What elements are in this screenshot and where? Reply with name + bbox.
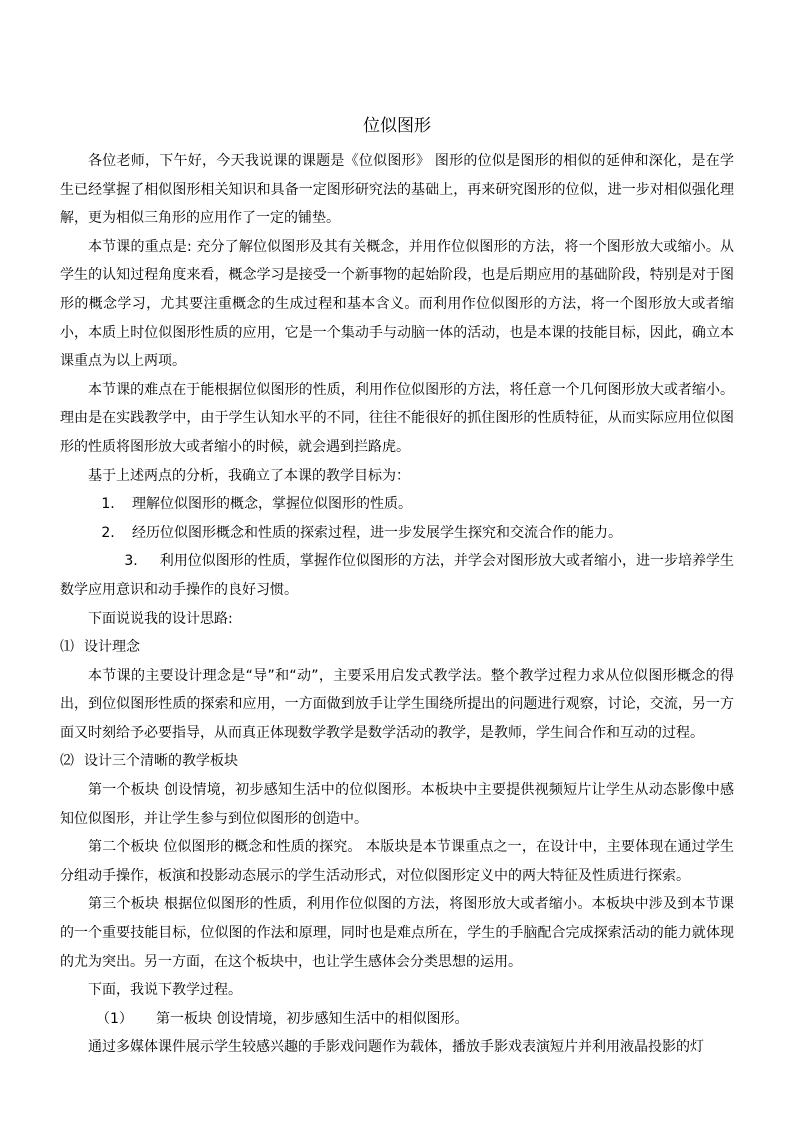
goal-number: 1.	[101, 496, 115, 513]
goal-number: 3.	[124, 553, 138, 570]
goal-text: 理解位似图形的概念，掌握位似图形的性质。	[132, 496, 412, 513]
process-marker: （1）	[96, 1010, 133, 1027]
goal-item	[60, 519, 734, 548]
section-title: 设计三个清晰的教学板块	[84, 753, 238, 770]
paragraph-intro: 各位老师，下午好，今天我说课的课题是《位似图形》 图形的位似是图形的相似的延伸和深化，是在学生已经掌握了相似图形相关知识和具备一定图形研究法的基础上，再来研究图形的位似，进一步对相似强化理解，更为相似三角形的应用作了一定的铺垫。	[60, 153, 734, 227]
paragraph-difficulties: 本节课的难点在于能根据位似图形的性质，利用作位似图形的方法，将任意一个几何图形放大或者缩小。理由是在实践教学中，由于学生认知水平的不同，往往不能很好的抓住图形的性质特征，从而实际应用位似图形的性质将图形放大或者缩小的时候，就会遇到拦路虎。	[60, 381, 734, 455]
goal-item	[60, 547, 734, 604]
paragraph-design-concept: 本节课的主要设计理念是“导”和“动”，主要采用启发式教学法。整个教学过程力求从位似图形概念的得出，到位似图形性质的探索和应用，一方面做到放手让学生围绕所提出的问题进行观察，讨论，交流，另一方面又时刻给予必要指导，从而真正体现数学教学是数学活动的教学，是教师，学生间合作和互动的过程。	[60, 667, 734, 741]
process-text: 第一板块 创设情境，初步感知生活中的相似图形。	[156, 1010, 469, 1027]
paragraph-design-intro: 下面说说我的设计思路:	[88, 610, 233, 627]
document-body	[60, 147, 734, 1062]
paragraph-process-intro: 下面，我说下教学过程。	[88, 982, 242, 999]
goal-text: 利用位似图形的性质，掌握作位似图形的方法，并学会对图形放大或者缩小，进一步培养学生数学应用意识和动手操作的良好习惯。	[60, 553, 734, 598]
section-title: 设计理念	[84, 639, 140, 656]
section-heading-teaching-blocks	[60, 747, 734, 776]
section-marker: ⑴	[60, 639, 74, 656]
paragraph-block-two: 第二个板块 位似图形的概念和性质的探究。 本版块是本节课重点之一，在设计中，主要体现在通过学生分组动手操作，板演和投影动态展示的学生活动形式，对位似图形定义中的两大特征及性质进行探索。	[60, 839, 734, 884]
paragraph-goals-intro: 基于上述两点的分析，我确立了本课的教学目标为：	[88, 467, 410, 484]
process-item	[60, 1005, 734, 1034]
paragraph-block-one: 第一个板块 创设情境，初步感知生活中的位似图形。本板块中主要提供视频短片让学生从动态影像中感知位似图形，并让学生参与到位似图形的创造中。	[60, 782, 734, 827]
goal-text: 经历位似图形概念和性质的探索过程，进一步发展学生探究和交流合作的能力。	[132, 524, 622, 541]
goal-number: 2.	[101, 524, 115, 541]
section-heading-design-concept	[60, 633, 734, 662]
paragraph-key-points: 本节课的重点是: 充分了解位似图形及其有关概念，并用作位似图形的方法，将一个图形放大或缩小。从学生的认知过程角度来看，概念学习是接受一个新事物的起始阶段，也是后期应用的基础阶段，特别是对于图形的概念学习，尤其要注重概念的生成过程和基本含义。而利用作位似图形的方法，将一个图形放大或者缩小，本质上时位似图形性质的应用，它是一个集动手与动脑一体的活动，也是本课的技能目标，因此，确立本课重点为以上两项。	[60, 238, 734, 370]
page-title: 位似图形	[363, 116, 431, 136]
goal-item	[60, 490, 734, 519]
paragraph-block-three: 第三个板块 根据位似图形的性质，利用作位似图的方法，将图形放大或者缩小。本板块中涉及到本节课的一个重要技能目标，位似图的作法和原理，同时也是难点所在，学生的手脑配合完成探索活动的能力就体现的尤为突出。另一方面，在这个板块中，也让学生感体会分类思想的运用。	[60, 896, 734, 970]
section-marker: ⑵	[60, 753, 74, 770]
paragraph-process-one: 通过多媒体课件展示学生较感兴趣的手影戏问题作为载体，播放手影戏表演短片并利用液晶投影的灯	[88, 1039, 704, 1056]
